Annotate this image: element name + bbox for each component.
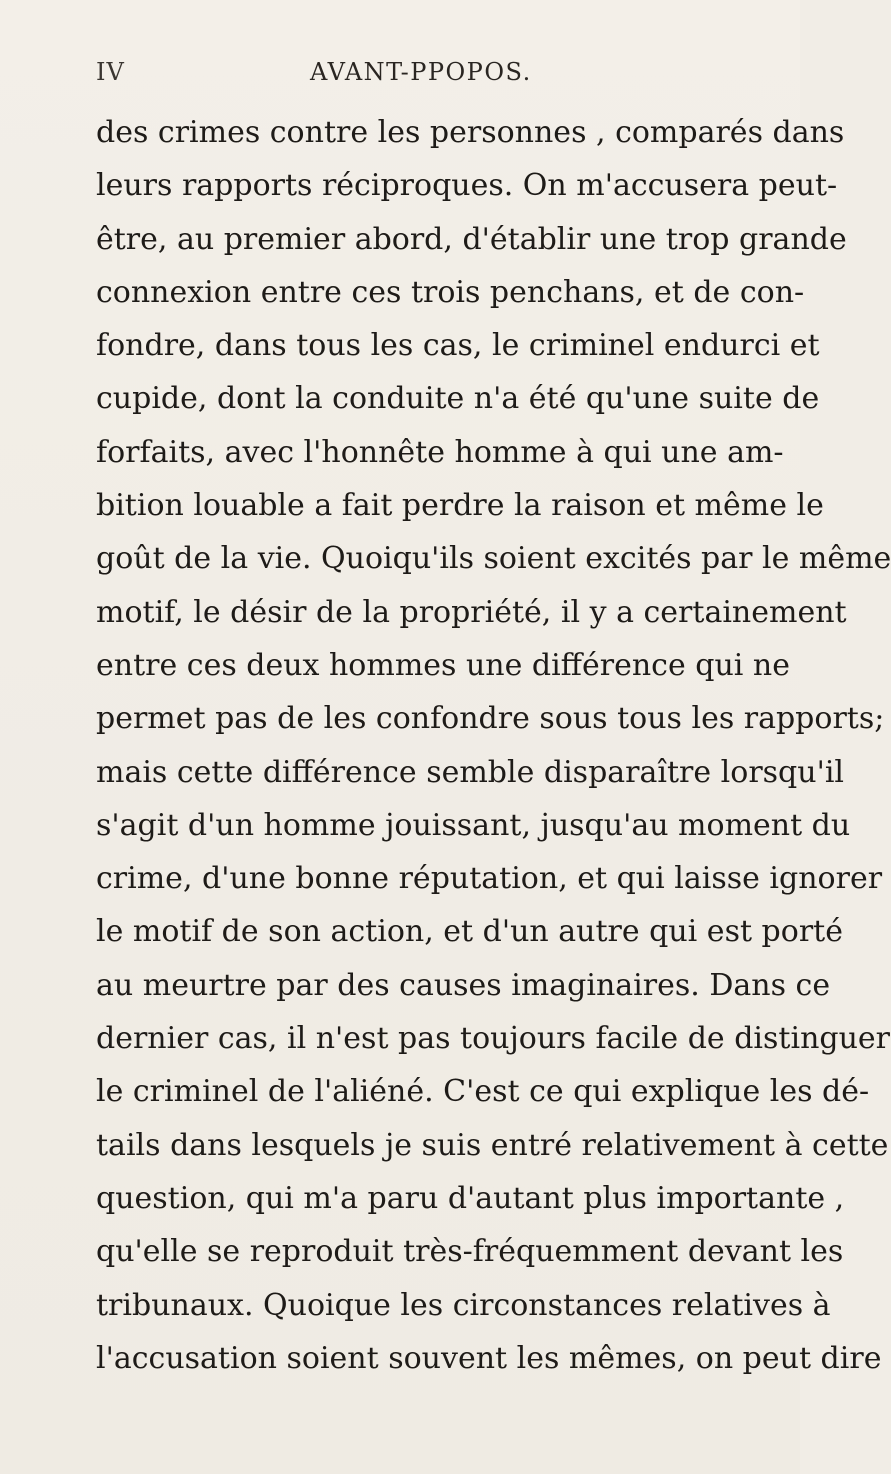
text-line: leurs rapports réciproques. On m'accusera peut- [96,168,838,204]
text-line: au meurtre par des causes imaginaires. Dans ce [96,967,831,1003]
text-line: crime, d'une bonne réputation, et qui laisse ignorer [96,861,883,897]
text-line: des crimes contre les personnes , comparés dans [96,115,845,150]
running-head: AVANT-PPOPOS. [310,58,532,86]
text-line: dernier cas, il n'est pas toujours facile de distinguer [96,1021,891,1057]
text-line: forfaits, avec l'honnête homme à qui une am- [96,434,784,470]
text-line: l'accusation soient souvent les mêmes, on peut dire [96,1340,882,1376]
text-line: fondre, dans tous les cas, le criminel endurci et [96,328,820,364]
text-line: le criminel de l'aliéné. C'est ce qui explique les dé- [96,1074,870,1110]
text-line: cupide, dont la conduite n'a été qu'une suite de [96,381,820,417]
text-line: entre ces deux hommes une différence qui ne [96,647,790,683]
text-line: qu'elle se reproduit très-fréquemment devant les [96,1234,844,1270]
page-header [96,58,736,92]
body-text [96,106,891,1385]
text-line: mais cette différence semble disparaître lorsqu'il [96,754,845,790]
text-line: question, qui m'a paru d'autant plus importante , [96,1180,845,1216]
text-line: le motif de son action, et d'un autre qui est porté [96,914,843,950]
text-line: bition louable a fait perdre la raison et même le [96,488,824,524]
text-line: connexion entre ces trois penchans, et de con- [96,274,805,310]
page-number: IV [96,58,125,86]
text-line: tails dans lesquels je suis entré relativement à cette [96,1127,889,1163]
text-line: tribunaux. Quoique les circonstances relatives à [96,1287,831,1323]
text-line: être, au premier abord, d'établir une trop grande [96,221,847,257]
text-line: permet pas de les confondre sous tous les rapports; [96,701,885,737]
text-line: s'agit d'un homme jouissant, jusqu'au moment du [96,807,851,843]
text-line: motif, le désir de la propriété, il y a certainement [96,594,847,630]
text-line: goût de la vie. Quoiqu'ils soient excités par le même [96,541,891,577]
